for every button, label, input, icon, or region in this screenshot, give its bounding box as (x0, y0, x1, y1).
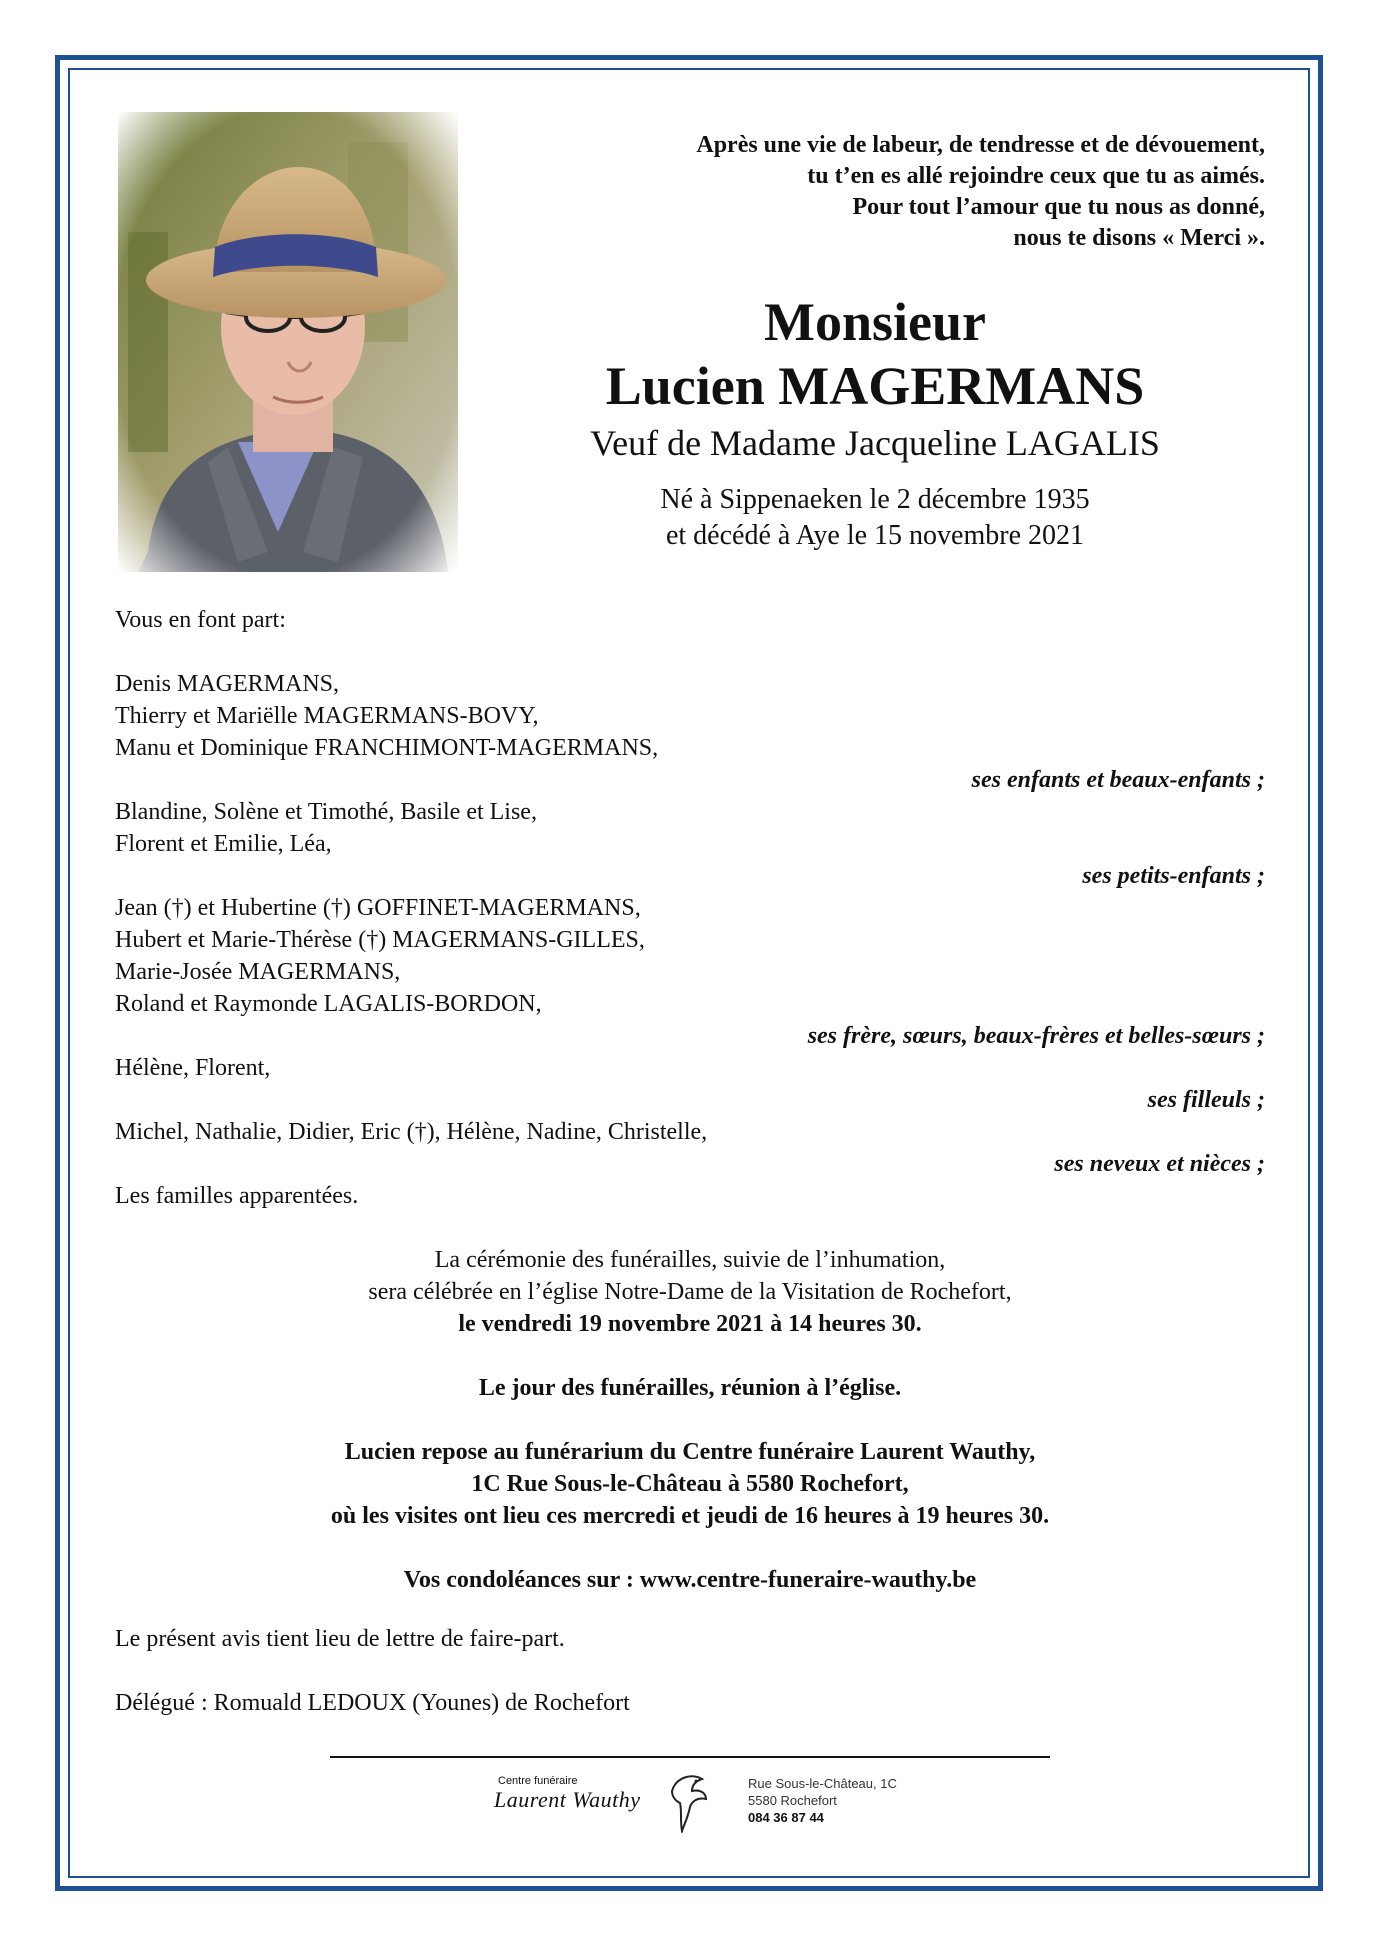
memorial-poem (505, 130, 1265, 254)
poem-line: tu t’en es allé rejoindre ceux que tu as aimés. (807, 163, 1265, 189)
family-member: Thierry et Mariëlle MAGERMANS-BOVY, (115, 703, 539, 729)
deceased-name: Lucien MAGERMANS (605, 356, 1145, 416)
rest-line: Lucien repose au funérarium du Centre funéraire Laurent Wauthy, (344, 1439, 1036, 1465)
rest-line: où les visites ont lieu ces mercredi et jeudi de 16 heures à 19 heures 30. (330, 1503, 1050, 1529)
family-member: Jean (†) et Hubertine (†) GOFFINET-MAGERMANS, (115, 895, 641, 921)
dove-icon (662, 1767, 710, 1833)
meeting-note: Le jour des funérailles, réunion à l’église. (478, 1375, 902, 1401)
death-line: et décédé à Aye le 15 novembre 2021 (665, 520, 1085, 551)
address-line: Rue Sous-le-Château, 1C (748, 1776, 897, 1791)
closing-notes (115, 1623, 1015, 1719)
relation-label: ses filleuls ; (1147, 1087, 1265, 1113)
ceremony-datetime: le vendredi 19 novembre 2021 à 14 heures 30. (458, 1311, 922, 1337)
ceremony-line: sera célébrée en l’église Notre-Dame de la Visitation de Rochefort, (368, 1279, 1012, 1305)
ceremony-line: La cérémonie des funérailles, suivie de l’inhumation, (434, 1247, 946, 1273)
poem-line: Après une vie de labeur, de tendresse et de dévouement, (696, 132, 1265, 158)
poem-line: Pour tout l’amour que tu nous as donné, (852, 194, 1265, 220)
family-member: Blandine, Solène et Timothé, Basile et Lise, (115, 799, 537, 825)
family-member: Marie-Josée MAGERMANS, (115, 959, 401, 985)
family-announcement (115, 604, 1265, 1212)
footer-divider (330, 1756, 1050, 1758)
funeral-home-logo (490, 1767, 930, 1837)
family-member: Denis MAGERMANS, (115, 671, 340, 697)
birth-line: Né à Sippenaeken le 2 décembre 1935 (660, 484, 1090, 515)
relation-label: ses frère, sœurs, beaux-frères et belles-sœurs ; (807, 1023, 1265, 1049)
funeral-home-address (748, 1775, 897, 1826)
ceremony-details (115, 1244, 1265, 1596)
rest-line: 1C Rue Sous-le-Château à 5580 Rochefort, (471, 1471, 909, 1497)
widow-of: Veuf de Madame Jacqueline LAGALIS (590, 423, 1160, 463)
relation-label: ses enfants et beaux-enfants ; (971, 767, 1265, 793)
family-member: Florent et Emilie, Léa, (115, 831, 332, 857)
family-member: Hubert et Marie-Thérèse (†) MAGERMANS-GILLES, (115, 927, 645, 953)
phone-number: 084 36 87 44 (748, 1810, 824, 1825)
family-member: Roland et Raymonde LAGALIS-BORDON, (115, 991, 542, 1017)
families-line: Les familles apparentées. (115, 1183, 359, 1209)
logo-script-name: Laurent Wauthy (494, 1787, 641, 1812)
family-member: Michel, Nathalie, Didier, Eric (†), Hélène, Nadine, Christelle, (115, 1119, 708, 1145)
relation-label: ses petits-enfants ; (1082, 863, 1265, 889)
notice-line: Le présent avis tient lieu de lettre de faire-part. (115, 1626, 565, 1652)
address-line: 5580 Rochefort (748, 1793, 837, 1808)
deceased-block (470, 290, 1280, 554)
family-member: Manu et Dominique FRANCHIMONT-MAGERMANS, (115, 735, 659, 761)
delegate-line: Délégué : Romuald LEDOUX (Younes) de Rochefort (115, 1690, 630, 1716)
life-dates (470, 482, 1280, 554)
honorific: Monsieur (764, 292, 986, 352)
intro: Vous en font part: (115, 607, 286, 633)
poem-line: nous te disons « Merci ». (1013, 225, 1265, 251)
family-member: Hélène, Florent, (115, 1055, 271, 1081)
relation-label: ses neveux et nièces ; (1054, 1151, 1265, 1177)
logo-caption: Centre funéraire (498, 1775, 578, 1787)
condolences-line: Vos condoléances sur : www.centre-funeraire-wauthy.be (403, 1567, 977, 1593)
portrait-photo (118, 112, 458, 572)
